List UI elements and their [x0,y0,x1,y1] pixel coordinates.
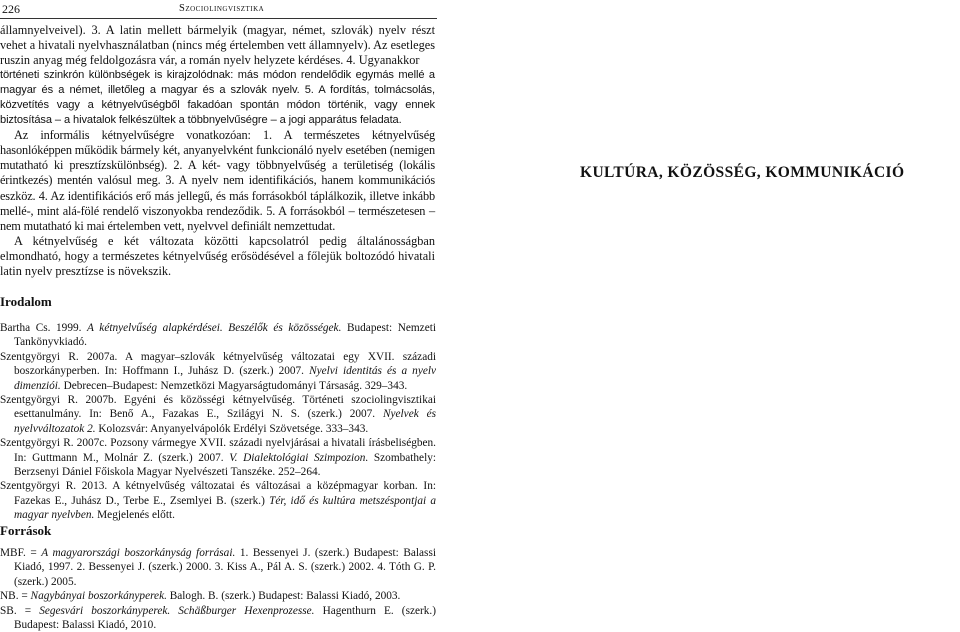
side-heading: KULTÚRA, KÖZÖSSÉG, KOMMUNIKÁCIÓ [580,164,905,181]
reference-entry: Szentgyörgyi R. 2013. A kétnyelvűség változatai és változásai a középmagyar korban. In: Fazekas E., Juhász D., Terbe E., Zsemlyei B. (szerk.) Tér, idő és kultúra metszéspontjai a magyar nyelvben. Megjelenés előtt. [0,480,436,522]
body-paragraph-2: történeti szinkrón különbségek is kirajzolódnak: más módon rendelődik egymás mellé a magyar és a német, illetőleg a magyar és a szlovák nyelv. 5. A fordítás, tolmácsolás, közvetítés vagy a kétnyelvűségből fakadóan spontán módon történik, vagy ennek biztosítása – a hivatalok felkészültek a többnyelvűségre – a jogi apparátus feladata. [0,69,435,127]
body-paragraph-1: államnyelveivel). 3. A latin mellett bármelyik (magyar, német, szlovák) nyelv részt vehet a hivatali nyelvhasználatban (nincs még értelemben vett államnyelv). Az esetleges ruszin anyag még feldolgozásra vár, a román nyelv helyzete kérdéses. 4. Ugyanakkor [0,23,435,68]
source-entry: MBF. = A magyarországi boszorkányság forrásai. 1. Bessenyei J. (szerk.) Budapest: Balassi Kiadó, 1997. 2. Bessenyei J. (szerk.) 2000. 3. Kiss A., Pál A. S. (szerk.) 2002. 4. Tóth G. P. (szerk.) 2005. [0,547,436,588]
source-entry: NB. = Nagybányai boszorkányperek. Balogh. B. (szerk.) Budapest: Balassi Kiadó, 2003. [0,590,401,603]
header-rule [0,18,437,19]
reference-entry: Szentgyörgyi R. 2007c. Pozsony vármegye XVII. századi nyelvjárásai a hivatali írásbeliségben. In: Guttmann M., Molnár Z. (szerk.) 2007. V. Dialektológiai Szimpozion. Szombathely: Berzsenyi Dániel Főiskola Magyar Nyelvészeti Tanszéke. 252–264. [0,437,436,479]
page-number: 226 [2,2,20,16]
reference-entry: Szentgyörgyi R. 2007b. Egyéni és közösségi kétnyelvűség. Történeti szociolingvisztikai esettanulmány. In: Benő A., Fazakas E., Szilágyi N. S. (szerk.) 2007. Nyelvek és nyelvváltozatok 2. Kolozsvár: Anyanyelvápolók Erdélyi Szövetsége. 333–343. [0,394,436,435]
reference-entry: Bartha Cs. 1999. A kétnyelvűség alapkérdései. Beszélők és közösségek. Budapest: Nemzeti Tankönyvkiadó. [0,322,436,349]
irodalom-title: Irodalom [0,294,52,309]
running-head: Szociolingvisztika [179,3,265,14]
body-text [0,23,435,279]
forrasok-title: Források [0,523,52,538]
forrasok-list [0,546,436,632]
irodalom-list [0,321,436,523]
body-paragraph-3: Az informális kétnyelvűségre vonatkozóan: 1. A természetes kétnyelvűség hasonlóképpen működik bármely két, anyanyelvként funkcionáló nyelv esetében (nemigen mutatható ki presztízskülönbség). 2. A két- vagy többnyelvűség a területiség (lokális érintkezés) mentén valósul meg. 3. A nyelv nem identifikációs, hanem kommunikációs eszköz. 4. Az identifikációs erő más jellegű, és más forrásokból táplálkozik, illetve inkább mellé-, mint alá-fölé rendelő viszonyokba rendeződik. 5. A forrásokból – természetesen – nem mutatható ki mai értelemben vett, nyelvvel definiált nemzettudat. [0,128,435,233]
source-entry: SB. = Segesvári boszorkányperek. Schäßburger Hexenprozesse. Hagenthurn E. (szerk.) Budapest: Balassi Kiadó, 2010. [0,604,436,632]
body-paragraph-4: A kétnyelvűség e két változata közötti kapcsolatról pedig általánosságban elmondható, hogy a természetes kétnyelvűség erősödésével a főlejük boltozódó hivatali latin nyelv presztízse is növekszik. [0,233,435,278]
reference-entry: Szentgyörgyi R. 2007a. A magyar–szlovák kétnyelvűség változatai egy XVII. századi boszorkányperben. In: Hoffmann I., Juhász D. (szerk.) 2007. Nyelvi identitás és a nyelv dimenziói. Debrecen–Budapest: Nemzetközi Magyarságtudományi Társaság. 329–343. [0,350,437,392]
